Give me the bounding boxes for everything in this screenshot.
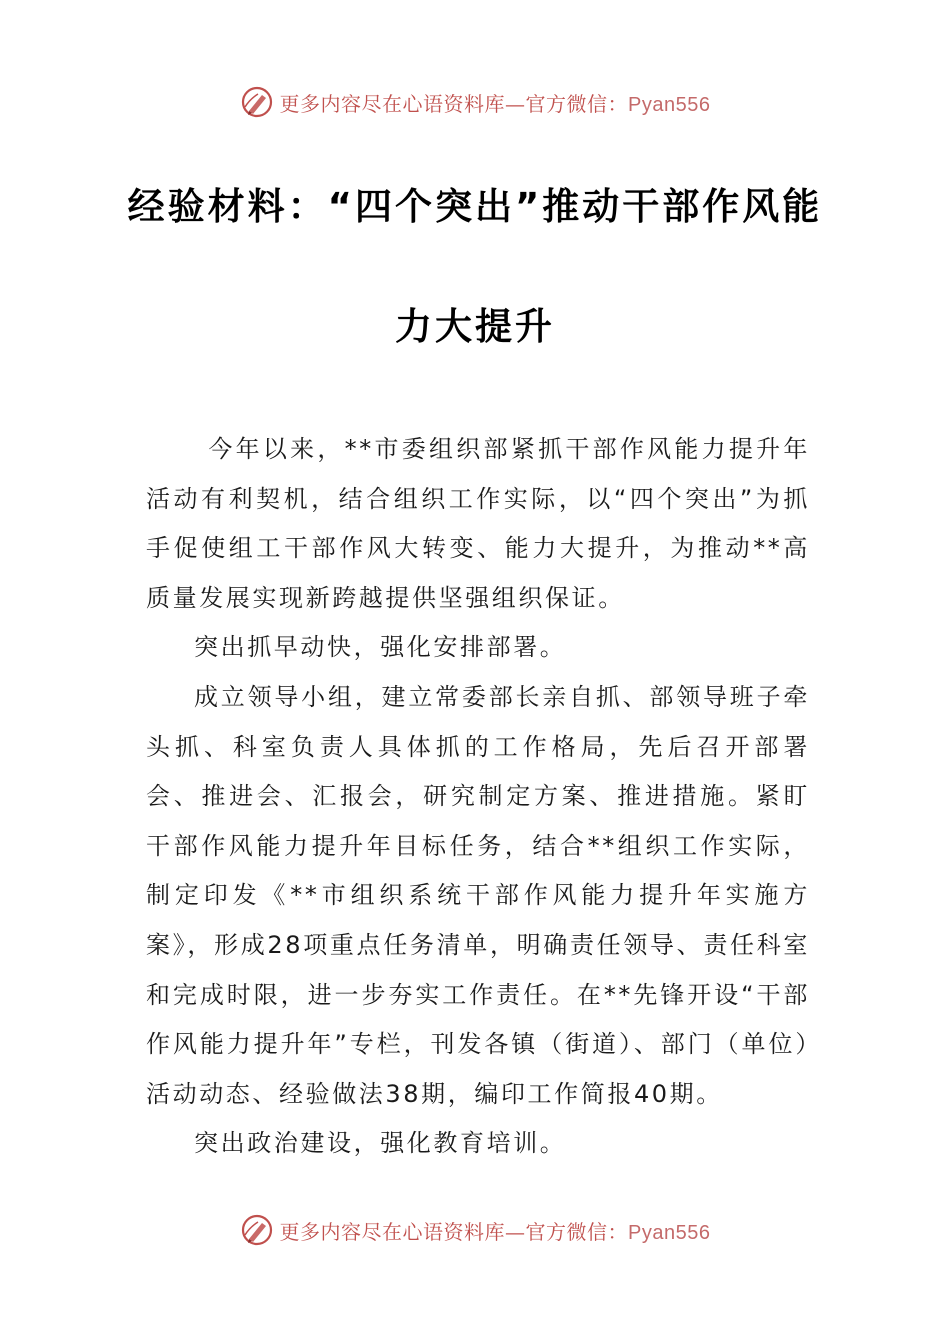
document-title-line-2: 力大提升 <box>395 305 555 348</box>
header-watermark-banner <box>0 82 950 122</box>
pen-logo-icon <box>240 1213 274 1247</box>
section-heading: 突出政治建设，强化教育培训。 <box>194 1129 567 1158</box>
document-body <box>146 425 810 1169</box>
paragraph: 成立领导小组，建立常委部长亲自抓、部领导班子牵头抓、科室负责人具体抓的工作格局，先后召开部署会、推进会、汇报会，研究制定方案、推进措施。紧盯干部作风能力提升年目标任务，结合**组织工作实际，制定印发《**市组织系统干部作风能力提升年实施方案》，形成28项重点任务清单，明确责任领导、责任科室和完成时限，进一步夯实工作责任。在**先锋开设“干部作风能力提升年”专栏，刊发各镇（街道）、部门（单位）活动动态、经验做法38期，编印工作简报40期。 <box>146 682 810 1108</box>
footer-watermark-banner <box>0 1210 950 1250</box>
watermark-text: 更多内容尽在心语资料库—官方微信：Pyan556 <box>279 1219 711 1244</box>
document-title-line-1: 经验材料：“四个突出”推动干部作风能 <box>127 185 823 228</box>
watermark-text: 更多内容尽在心语资料库—官方微信：Pyan556 <box>279 91 711 116</box>
paragraph-intro: 今年以来，**市委组织部紧抓干部作风能力提升年活动有利契机，结合组织工作实际，以“四个突出”为抓手促使组工干部作风大转变、能力大提升，为推动**高质量发展实现新跨越提供坚强组织保证。 <box>146 435 810 612</box>
section-heading: 突出抓早动快，强化安排部署。 <box>194 633 567 662</box>
pen-logo-icon <box>240 85 274 119</box>
